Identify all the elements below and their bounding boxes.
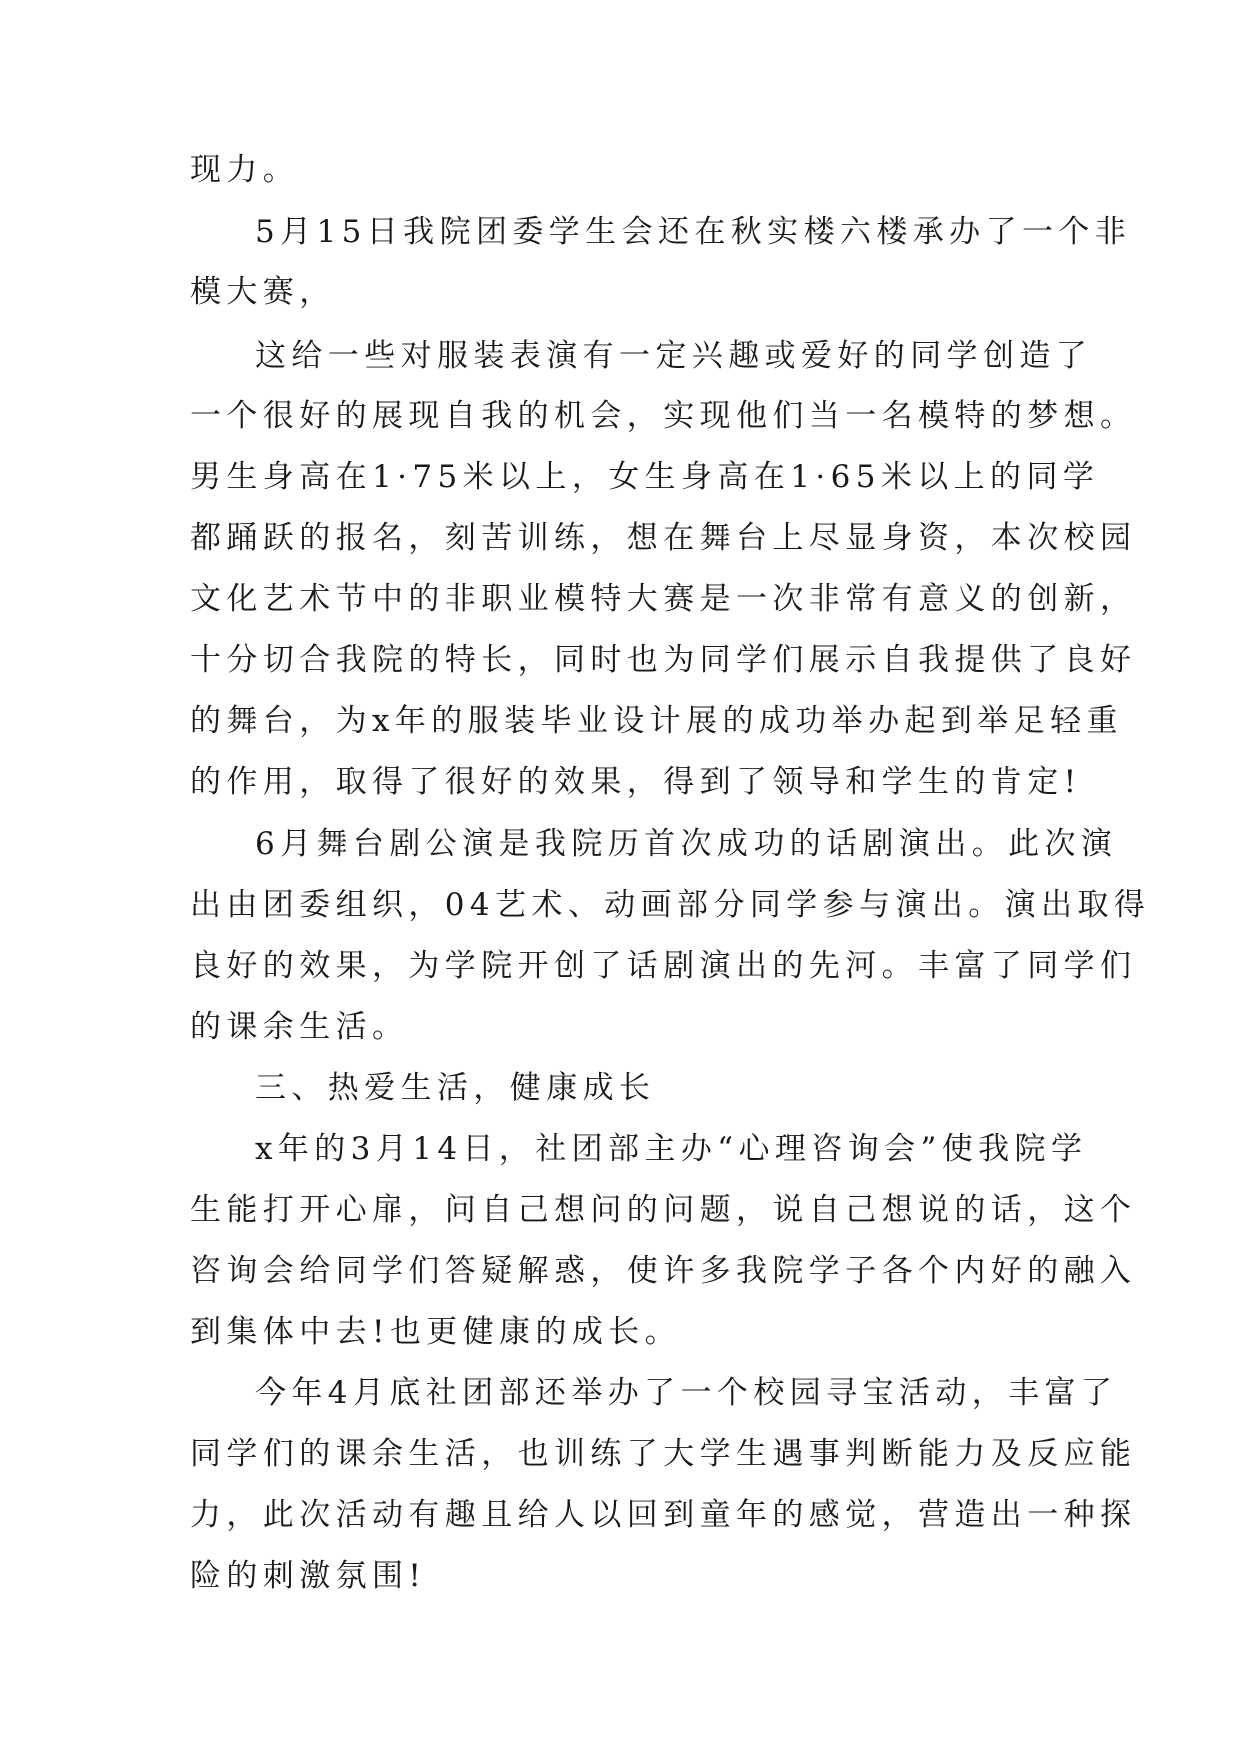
text-line: 都踊跃的报名，刻苦训练，想在舞台上尽显身资，本次校园 xyxy=(190,520,1137,556)
text-line: 咨询会给同学们答疑解惑，使许多我院学子各个内好的融入 xyxy=(190,1253,1137,1289)
paragraph-start-line: 6月舞台剧公演是我院历首次成功的话剧演出。此次演 xyxy=(255,826,1118,862)
section-heading: 三、热爱生活，健康成长 xyxy=(255,1070,656,1106)
text-line: 力，此次活动有趣且给人以回到童年的感觉，营造出一种探 xyxy=(190,1497,1137,1533)
paragraph-start-line: 5月15日我院团委学生会还在秋实楼六楼承办了一个非 xyxy=(255,214,1132,250)
text-line: 模大赛， xyxy=(190,274,336,310)
text-line: 良好的效果，为学院开创了话剧演出的先河。丰富了同学们 xyxy=(190,948,1137,984)
text-line: 生能打开心扉，问自己想问的问题，说自己想说的话，这个 xyxy=(190,1192,1137,1228)
text-line: 男生身高在1·75米以上，女生身高在1·65米以上的同学 xyxy=(190,459,1100,495)
text-line: 同学们的课余生活，也训练了大学生遇事判断能力及反应能 xyxy=(190,1436,1137,1472)
text-line: 险的刺激氛围! xyxy=(190,1558,427,1594)
paragraph-start-line: x年的3月14日，社团部主办“心理咨询会”使我院学 xyxy=(255,1131,1088,1167)
text-line: 十分切合我院的特长，同时也为同学们展示自我提供了良好 xyxy=(190,642,1137,678)
text-line: 的课余生活。 xyxy=(190,1009,409,1045)
text-line: 一个很好的展现自我的机会，实现他们当一名模特的梦想。 xyxy=(190,398,1137,434)
text-line: 的作用，取得了很好的效果，得到了领导和学生的肯定! xyxy=(190,764,1082,800)
text-line: 出由团委组织，04艺术、动画部分同学参与演出。演出取得 xyxy=(190,887,1151,923)
text-line: 现力。 xyxy=(190,152,300,188)
text-line: 文化艺术节中的非职业模特大赛是一次非常有意义的创新， xyxy=(190,581,1137,617)
text-line: 到集体中去!也更健康的成长。 xyxy=(190,1314,682,1350)
paragraph-start-line: 这给一些对服装表演有一定兴趣或爱好的同学创造了 xyxy=(255,338,1093,374)
paragraph-start-line: 今年4月底社团部还举办了一个校园寻宝活动，丰富了 xyxy=(255,1375,1118,1411)
text-line: 的舞台，为x年的服装毕业设计展的成功举办起到举足轻重 xyxy=(190,703,1123,739)
